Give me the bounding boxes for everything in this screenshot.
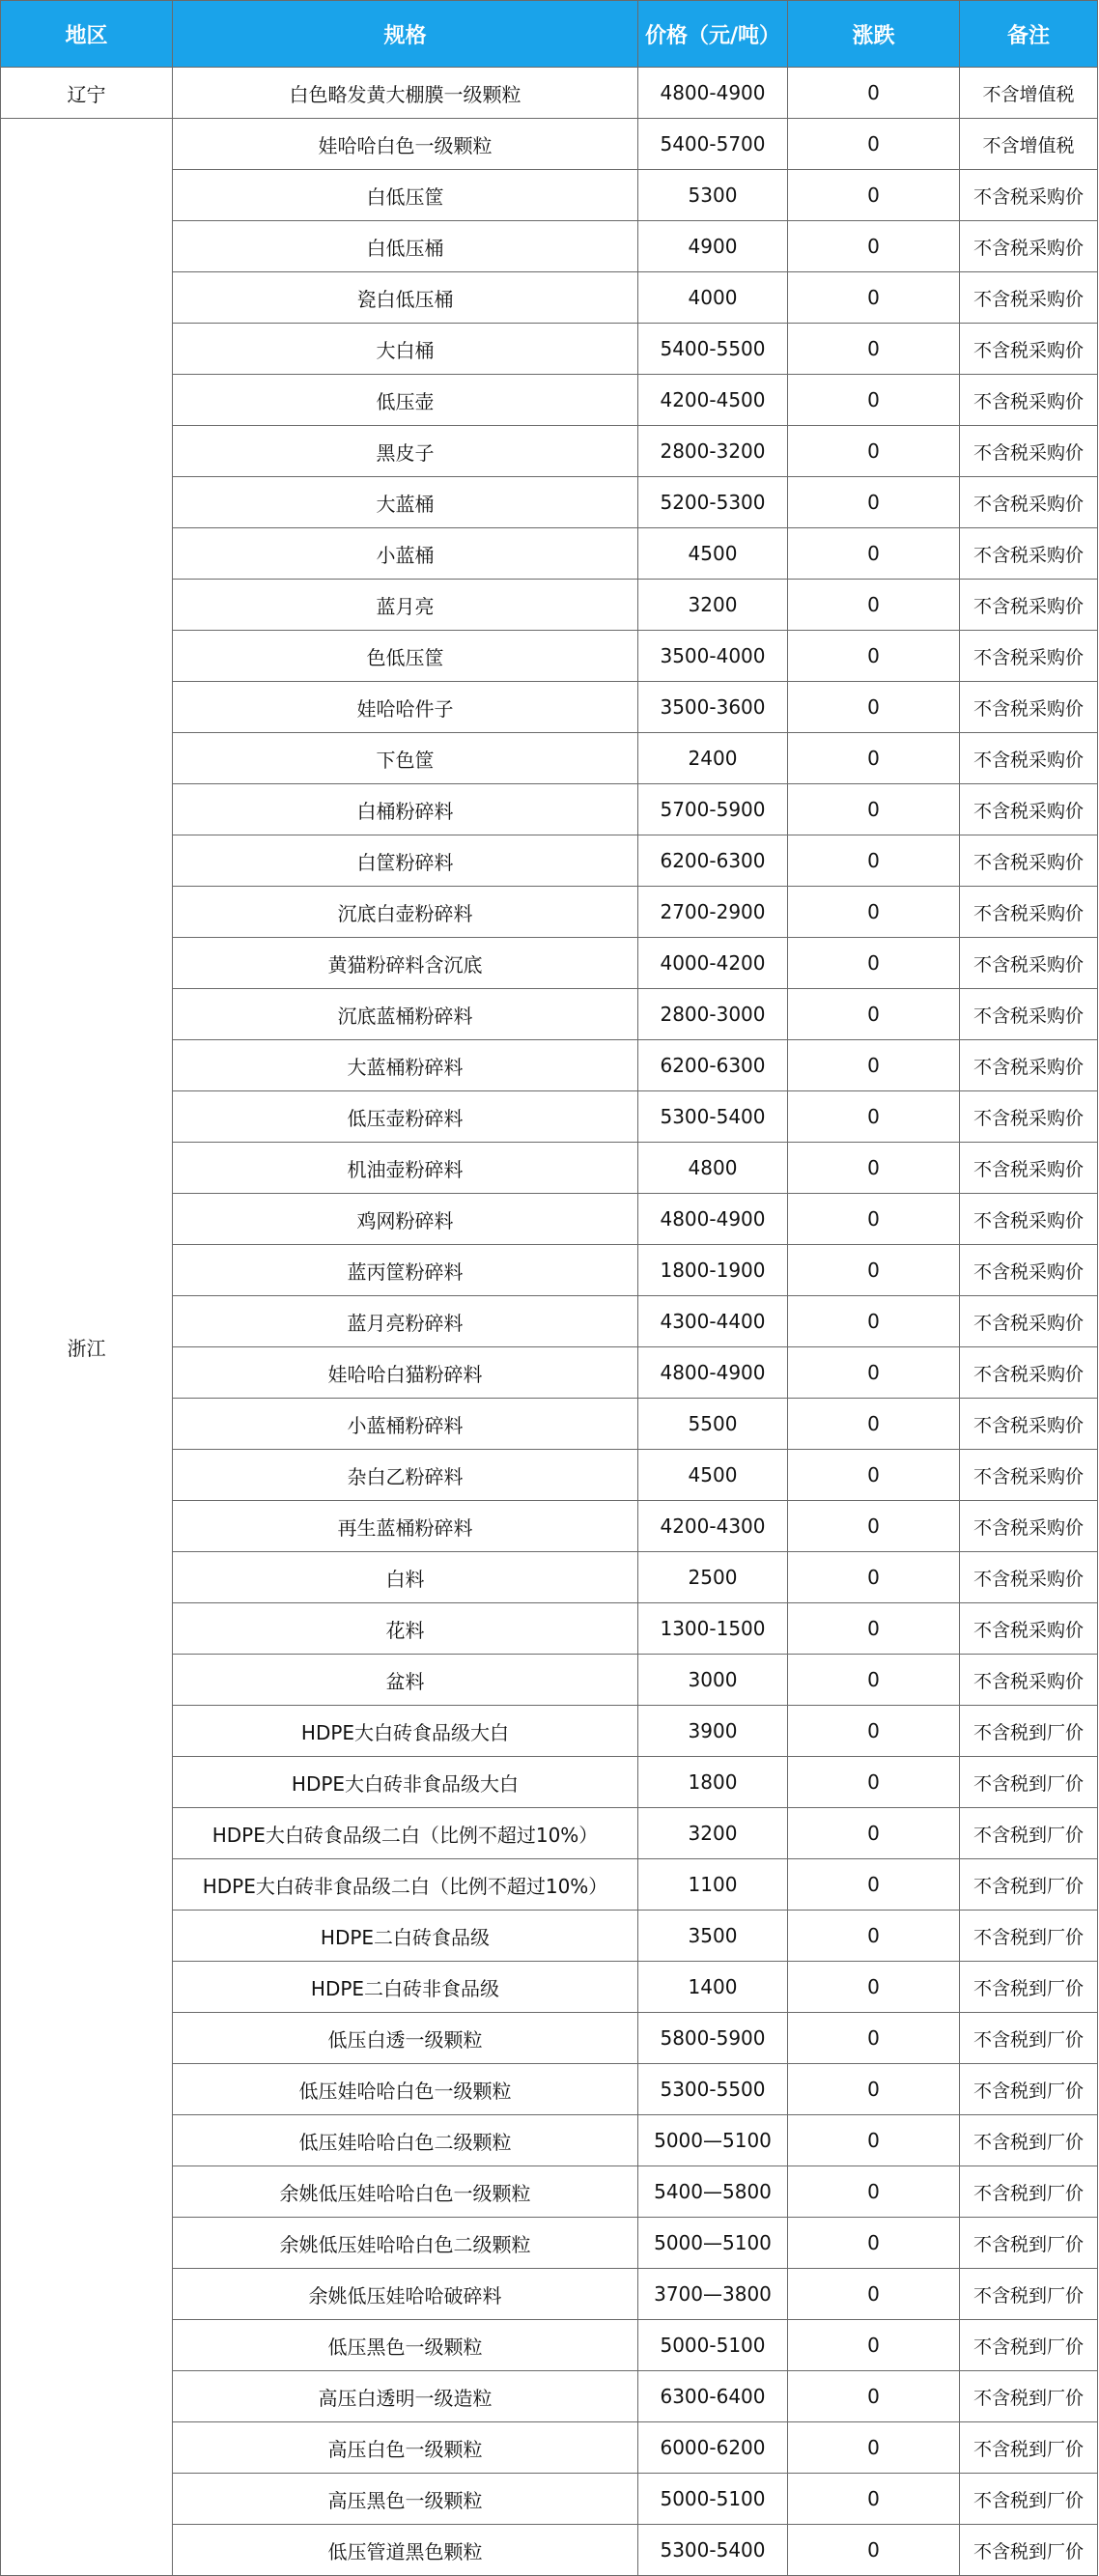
- change-cell: 0: [788, 2371, 960, 2422]
- spec-cell: 白料: [173, 1552, 638, 1603]
- change-cell: 0: [788, 375, 960, 426]
- change-cell: 0: [788, 733, 960, 784]
- note-cell: 不含税采购价: [960, 1091, 1098, 1143]
- note-cell: 不含增值税: [960, 119, 1098, 170]
- price-cell: 4000-4200: [638, 938, 788, 989]
- note-cell: 不含税采购价: [960, 528, 1098, 580]
- note-cell: 不含税到厂价: [960, 2320, 1098, 2371]
- price-cell: 5300: [638, 170, 788, 221]
- spec-cell: 蓝月亮: [173, 580, 638, 631]
- note-cell: 不含税采购价: [960, 887, 1098, 938]
- change-cell: 0: [788, 1194, 960, 1245]
- price-cell: 4500: [638, 1450, 788, 1501]
- note-cell: 不含税采购价: [960, 784, 1098, 835]
- note-cell: 不含增值税: [960, 68, 1098, 119]
- price-cell: 2700-2900: [638, 887, 788, 938]
- spec-cell: HDPE二白砖非食品级: [173, 1962, 638, 2013]
- note-cell: 不含税采购价: [960, 1450, 1098, 1501]
- note-cell: 不含税采购价: [960, 1296, 1098, 1347]
- spec-cell: 低压娃哈哈白色二级颗粒: [173, 2115, 638, 2166]
- change-cell: 0: [788, 324, 960, 375]
- note-cell: 不含税采购价: [960, 170, 1098, 221]
- change-cell: 0: [788, 1706, 960, 1757]
- price-cell: 1400: [638, 1962, 788, 2013]
- price-cell: 2800-3000: [638, 989, 788, 1040]
- price-cell: 6200-6300: [638, 835, 788, 887]
- spec-cell: 高压黑色一级颗粒: [173, 2474, 638, 2525]
- spec-cell: 娃哈哈白色一级颗粒: [173, 119, 638, 170]
- note-cell: 不含税采购价: [960, 375, 1098, 426]
- note-cell: 不含税到厂价: [960, 2422, 1098, 2474]
- price-cell: 5700-5900: [638, 784, 788, 835]
- spec-cell: 娃哈哈白猫粉碎料: [173, 1347, 638, 1399]
- change-cell: 0: [788, 272, 960, 324]
- header-row: [1, 1, 1098, 68]
- note-cell: 不含税到厂价: [960, 2371, 1098, 2422]
- change-cell: 0: [788, 426, 960, 477]
- spec-cell: 低压壶粉碎料: [173, 1091, 638, 1143]
- spec-cell: 再生蓝桶粉碎料: [173, 1501, 638, 1552]
- note-cell: 不含税采购价: [960, 272, 1098, 324]
- spec-cell: 下色筐: [173, 733, 638, 784]
- spec-cell: HDPE大白砖非食品级二白（比例不超过10%）: [173, 1859, 638, 1911]
- note-cell: 不含税到厂价: [960, 1962, 1098, 2013]
- region-cell-liaoning: 辽宁: [1, 68, 173, 119]
- note-cell: 不含税采购价: [960, 631, 1098, 682]
- spec-cell: 娃哈哈件子: [173, 682, 638, 733]
- change-cell: 0: [788, 1040, 960, 1091]
- spec-cell: 沉底白壶粉碎料: [173, 887, 638, 938]
- spec-cell: 白低压桶: [173, 221, 638, 272]
- change-cell: 0: [788, 2064, 960, 2115]
- change-cell: 0: [788, 1859, 960, 1911]
- change-cell: 0: [788, 1603, 960, 1655]
- price-cell: 4800-4900: [638, 68, 788, 119]
- change-cell: 0: [788, 682, 960, 733]
- price-cell: 4900: [638, 221, 788, 272]
- note-cell: 不含税采购价: [960, 477, 1098, 528]
- spec-cell: 高压白透明一级造粒: [173, 2371, 638, 2422]
- price-cell: 4000: [638, 272, 788, 324]
- price-cell: 5000-5100: [638, 2474, 788, 2525]
- change-cell: 0: [788, 1296, 960, 1347]
- spec-cell: 白筐粉碎料: [173, 835, 638, 887]
- note-cell: 不含税采购价: [960, 1655, 1098, 1706]
- price-cell: 5400-5500: [638, 324, 788, 375]
- change-cell: 0: [788, 119, 960, 170]
- price-cell: 3000: [638, 1655, 788, 1706]
- header-region: 地区: [1, 1, 173, 68]
- spec-cell: HDPE二白砖食品级: [173, 1911, 638, 1962]
- spec-cell: 小蓝桶: [173, 528, 638, 580]
- spec-cell: HDPE大白砖食品级二白（比例不超过10%）: [173, 1808, 638, 1859]
- note-cell: 不含税到厂价: [960, 2269, 1098, 2320]
- spec-cell: 低压管道黑色颗粒: [173, 2525, 638, 2576]
- note-cell: 不含税到厂价: [960, 2218, 1098, 2269]
- note-cell: 不含税到厂价: [960, 1859, 1098, 1911]
- note-cell: 不含税采购价: [960, 1194, 1098, 1245]
- spec-cell: 余姚低压娃哈哈破碎料: [173, 2269, 638, 2320]
- note-cell: 不含税采购价: [960, 221, 1098, 272]
- change-cell: 0: [788, 68, 960, 119]
- change-cell: 0: [788, 2166, 960, 2218]
- price-cell: 4200-4500: [638, 375, 788, 426]
- change-cell: 0: [788, 1347, 960, 1399]
- note-cell: 不含税采购价: [960, 1603, 1098, 1655]
- spec-cell: 高压白色一级颗粒: [173, 2422, 638, 2474]
- price-cell: 1100: [638, 1859, 788, 1911]
- note-cell: 不含税采购价: [960, 1143, 1098, 1194]
- spec-cell: 低压黑色一级颗粒: [173, 2320, 638, 2371]
- region-cell-zhejiang: 浙江: [1, 119, 173, 2576]
- change-cell: 0: [788, 2474, 960, 2525]
- spec-cell: 大蓝桶粉碎料: [173, 1040, 638, 1091]
- price-cell: 4800-4900: [638, 1347, 788, 1399]
- price-cell: 4500: [638, 528, 788, 580]
- change-cell: 0: [788, 1552, 960, 1603]
- note-cell: 不含税采购价: [960, 1245, 1098, 1296]
- header-change: 涨跌: [788, 1, 960, 68]
- note-cell: 不含税到厂价: [960, 1757, 1098, 1808]
- change-cell: 0: [788, 221, 960, 272]
- note-cell: 不含税到厂价: [960, 2166, 1098, 2218]
- spec-cell: 机油壶粉碎料: [173, 1143, 638, 1194]
- change-cell: 0: [788, 1399, 960, 1450]
- spec-cell: 瓷白低压桶: [173, 272, 638, 324]
- note-cell: 不含税采购价: [960, 682, 1098, 733]
- price-cell: 5500: [638, 1399, 788, 1450]
- table-body: [1, 68, 1098, 2576]
- spec-cell: 鸡网粉碎料: [173, 1194, 638, 1245]
- change-cell: 0: [788, 528, 960, 580]
- change-cell: 0: [788, 1091, 960, 1143]
- price-cell: 3200: [638, 580, 788, 631]
- change-cell: 0: [788, 2422, 960, 2474]
- note-cell: 不含税到厂价: [960, 1911, 1098, 1962]
- change-cell: 0: [788, 2525, 960, 2576]
- price-cell: 3500-3600: [638, 682, 788, 733]
- price-cell: 6000-6200: [638, 2422, 788, 2474]
- note-cell: 不含税到厂价: [960, 2474, 1098, 2525]
- spec-cell: 大蓝桶: [173, 477, 638, 528]
- price-cell: 1800-1900: [638, 1245, 788, 1296]
- price-cell: 2800-3200: [638, 426, 788, 477]
- note-cell: 不含税采购价: [960, 1552, 1098, 1603]
- change-cell: 0: [788, 1501, 960, 1552]
- change-cell: 0: [788, 2218, 960, 2269]
- change-cell: 0: [788, 2320, 960, 2371]
- spec-cell: HDPE大白砖食品级大白: [173, 1706, 638, 1757]
- spec-cell: 低压白透一级颗粒: [173, 2013, 638, 2064]
- header-note: 备注: [960, 1, 1098, 68]
- spec-cell: 余姚低压娃哈哈白色一级颗粒: [173, 2166, 638, 2218]
- note-cell: 不含税采购价: [960, 1347, 1098, 1399]
- change-cell: 0: [788, 631, 960, 682]
- price-cell: 5000—5100: [638, 2218, 788, 2269]
- note-cell: 不含税到厂价: [960, 2525, 1098, 2576]
- spec-cell: HDPE大白砖非食品级大白: [173, 1757, 638, 1808]
- price-cell: 1800: [638, 1757, 788, 1808]
- note-cell: 不含税采购价: [960, 989, 1098, 1040]
- spec-cell: 色低压筐: [173, 631, 638, 682]
- note-cell: 不含税到厂价: [960, 1706, 1098, 1757]
- price-cell: 4200-4300: [638, 1501, 788, 1552]
- spec-cell: 小蓝桶粉碎料: [173, 1399, 638, 1450]
- price-cell: 3200: [638, 1808, 788, 1859]
- price-cell: 5800-5900: [638, 2013, 788, 2064]
- table-row: [1, 68, 1098, 119]
- change-cell: 0: [788, 477, 960, 528]
- price-cell: 4300-4400: [638, 1296, 788, 1347]
- price-cell: 6300-6400: [638, 2371, 788, 2422]
- spec-cell: 蓝丙筐粉碎料: [173, 1245, 638, 1296]
- change-cell: 0: [788, 835, 960, 887]
- price-cell: 2400: [638, 733, 788, 784]
- change-cell: 0: [788, 2115, 960, 2166]
- note-cell: 不含税到厂价: [960, 2013, 1098, 2064]
- spec-cell: 黑皮子: [173, 426, 638, 477]
- price-cell: 3900: [638, 1706, 788, 1757]
- note-cell: 不含税采购价: [960, 426, 1098, 477]
- change-cell: 0: [788, 1962, 960, 2013]
- price-cell: 5000-5100: [638, 2320, 788, 2371]
- spec-cell: 低压壶: [173, 375, 638, 426]
- price-cell: 5400-5700: [638, 119, 788, 170]
- note-cell: 不含税采购价: [960, 580, 1098, 631]
- spec-cell: 白低压筐: [173, 170, 638, 221]
- spec-cell: 盆料: [173, 1655, 638, 1706]
- note-cell: 不含税采购价: [960, 938, 1098, 989]
- change-cell: 0: [788, 784, 960, 835]
- price-cell: 5400—5800: [638, 2166, 788, 2218]
- note-cell: 不含税到厂价: [960, 1808, 1098, 1859]
- note-cell: 不含税到厂价: [960, 2115, 1098, 2166]
- price-cell: 5300-5500: [638, 2064, 788, 2115]
- spec-cell: 白桶粉碎料: [173, 784, 638, 835]
- spec-cell: 低压娃哈哈白色一级颗粒: [173, 2064, 638, 2115]
- price-cell: 3700—3800: [638, 2269, 788, 2320]
- price-cell: 4800: [638, 1143, 788, 1194]
- price-cell: 3500: [638, 1911, 788, 1962]
- note-cell: 不含税采购价: [960, 835, 1098, 887]
- spec-cell: 大白桶: [173, 324, 638, 375]
- spec-cell: 沉底蓝桶粉碎料: [173, 989, 638, 1040]
- note-cell: 不含税采购价: [960, 733, 1098, 784]
- note-cell: 不含税采购价: [960, 1399, 1098, 1450]
- note-cell: 不含税采购价: [960, 1501, 1098, 1552]
- spec-cell: 杂白乙粉碎料: [173, 1450, 638, 1501]
- change-cell: 0: [788, 1655, 960, 1706]
- header-spec: 规格: [173, 1, 638, 68]
- spec-cell: 蓝月亮粉碎料: [173, 1296, 638, 1347]
- change-cell: 0: [788, 1450, 960, 1501]
- price-cell: 1300-1500: [638, 1603, 788, 1655]
- price-cell: 5200-5300: [638, 477, 788, 528]
- change-cell: 0: [788, 1757, 960, 1808]
- change-cell: 0: [788, 2269, 960, 2320]
- change-cell: 0: [788, 989, 960, 1040]
- table-row: [1, 119, 1098, 170]
- price-cell: 5000—5100: [638, 2115, 788, 2166]
- price-cell: 6200-6300: [638, 1040, 788, 1091]
- change-cell: 0: [788, 887, 960, 938]
- header-price: 价格（元/吨）: [638, 1, 788, 68]
- note-cell: 不含税到厂价: [960, 2064, 1098, 2115]
- spec-cell: 黄猫粉碎料含沉底: [173, 938, 638, 989]
- change-cell: 0: [788, 1911, 960, 1962]
- spec-cell: 余姚低压娃哈哈白色二级颗粒: [173, 2218, 638, 2269]
- note-cell: 不含税采购价: [960, 324, 1098, 375]
- change-cell: 0: [788, 2013, 960, 2064]
- change-cell: 0: [788, 1143, 960, 1194]
- price-cell: 5300-5400: [638, 1091, 788, 1143]
- spec-cell: 白色略发黄大棚膜一级颗粒: [173, 68, 638, 119]
- note-cell: 不含税采购价: [960, 1040, 1098, 1091]
- price-cell: 2500: [638, 1552, 788, 1603]
- price-cell: 4800-4900: [638, 1194, 788, 1245]
- change-cell: 0: [788, 580, 960, 631]
- spec-cell: 花料: [173, 1603, 638, 1655]
- change-cell: 0: [788, 1808, 960, 1859]
- change-cell: 0: [788, 938, 960, 989]
- change-cell: 0: [788, 1245, 960, 1296]
- price-cell: 5300-5400: [638, 2525, 788, 2576]
- change-cell: 0: [788, 170, 960, 221]
- price-cell: 3500-4000: [638, 631, 788, 682]
